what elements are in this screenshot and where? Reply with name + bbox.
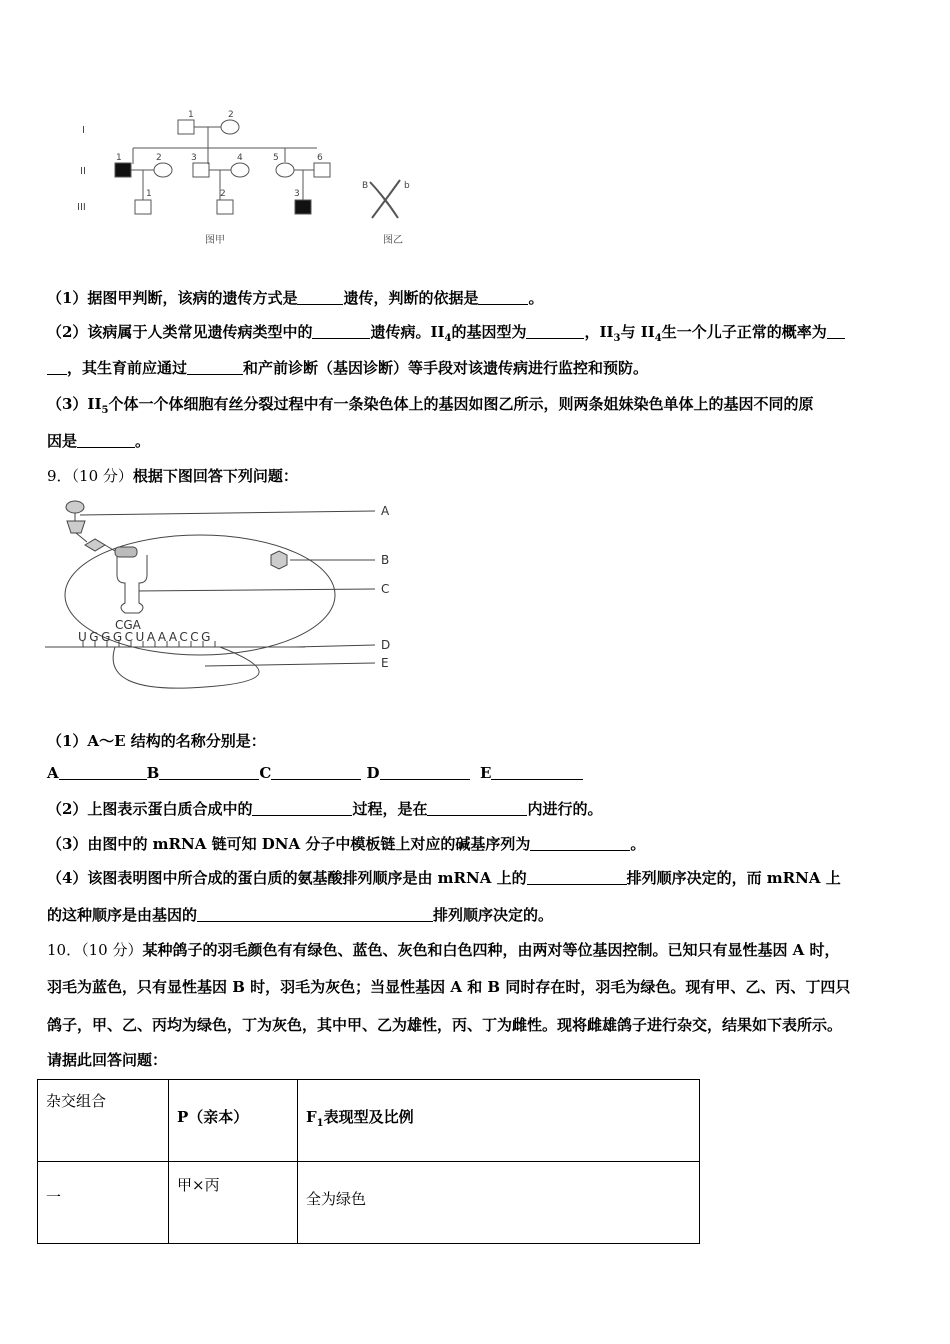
- cell-parents-1: 甲×丙: [169, 1162, 298, 1244]
- q9-part3: （3）由图中的 mRNA 链可知 DNA 分子中模板链上对应的碱基序列为 。: [47, 835, 646, 853]
- pedigree-II1-affected-male: [115, 163, 131, 177]
- q8-part3-line2: 因是 。: [47, 432, 151, 450]
- gen-label-I: I: [82, 125, 85, 136]
- pedigree-I1-male: [178, 120, 194, 134]
- caption-figure-a: 图甲: [205, 235, 225, 246]
- cross-results-table: [37, 1079, 700, 1244]
- q10-line4: 请据此回答问题：: [47, 1051, 168, 1069]
- amino-acid-1: [66, 501, 84, 513]
- figure-label-A: A: [381, 504, 390, 518]
- pedigree-II3-male: [193, 163, 209, 177]
- label-I1: 1: [188, 110, 194, 120]
- translation-figure: [45, 495, 405, 695]
- label-II4: 4: [237, 153, 243, 163]
- allele-B-label: B: [362, 181, 369, 191]
- free-amino-acid-icon: [271, 551, 287, 569]
- gen-label-III: III: [77, 202, 86, 213]
- q10-line1: 10．（10 分）某种鸽子的羽毛颜色有有绿色、蓝色、灰色和白色四种，由两对等位基因控制。已知只有显性基因 A 时，: [47, 941, 840, 959]
- anticodon-label: CGA: [115, 618, 141, 632]
- caption-figure-b: 图乙: [383, 235, 403, 246]
- mrna-sequence: UGGGCUAAACCG: [78, 630, 213, 644]
- pedigree-I2-female: [221, 120, 239, 134]
- label-III1: 1: [146, 189, 152, 199]
- q9-part1: （1）A～E 结构的名称分别是：: [47, 732, 266, 750]
- q8-part3-line1: $(3)II_5$个体一个体细胞有丝分裂过程中有一条染色体上的基因如图乙所示，则两条姐妹染色单体上的基因不同的原: [47, 395, 814, 416]
- q9-part4-line1: （4）该图表明图中所合成的蛋白质的氨基酸排列顺序是由 mRNA 上的 排列顺序决定的，而 mRNA 上: [47, 869, 841, 887]
- gen-label-II: II: [80, 166, 86, 177]
- label-III3: 3: [294, 189, 300, 199]
- pedigree-III2-male: [217, 200, 233, 214]
- pedigree-II4-female: [231, 163, 249, 177]
- q8-part2-line1: （2）该病属于人类常见遗传病类型中的 遗传病。$II_4$的基因型为 ，$II_3$与 $II_4$生一个儿子正常的概率为: [47, 321, 845, 344]
- q8-part2-line2: ，其生育前应通过 和产前诊断（基因诊断）等手段对该遗传病进行监控和预防。: [47, 357, 648, 378]
- label-II2: 2: [156, 153, 162, 163]
- q9-title: 9．（10 分）根据下图回答下列问题：: [47, 467, 298, 485]
- q9-part4-line2: 的这种顺序是由基因的 排列顺序决定的。: [47, 906, 554, 924]
- cell-f1-1: 全为绿色: [298, 1162, 700, 1244]
- q9-part1-answers: A B C D E: [47, 764, 583, 782]
- pedigree-II5-female: [276, 163, 294, 177]
- pedigree-II2-female: [154, 163, 172, 177]
- table-row: [38, 1162, 700, 1244]
- chromosome-icon: [370, 180, 400, 218]
- label-I2: 2: [228, 110, 234, 120]
- amino-acid-3: [85, 539, 105, 551]
- label-II6: 6: [317, 153, 323, 163]
- table-header-row: [38, 1080, 700, 1162]
- label-II3: 3: [191, 153, 197, 163]
- figure-label-D: D: [381, 638, 391, 652]
- label-III2: 2: [220, 189, 226, 199]
- figure-label-C: C: [381, 582, 390, 596]
- amino-acid-2: [67, 521, 85, 533]
- pedigree-figure: [60, 100, 440, 260]
- pedigree-III1-male: [135, 200, 151, 214]
- header-cross-group: 杂交组合: [38, 1080, 169, 1162]
- figure-label-B: B: [381, 553, 390, 567]
- header-f1: $F_1$表现型及比例: [298, 1080, 700, 1162]
- trna: [117, 555, 147, 613]
- label-II1: 1: [116, 153, 122, 163]
- amino-acid-4: [115, 547, 137, 557]
- label-II5: 5: [273, 153, 279, 163]
- pedigree-III3-affected-male: [295, 200, 311, 214]
- allele-b-label: b: [404, 181, 410, 191]
- header-parents: P（亲本）: [169, 1080, 298, 1162]
- q10-line3: 鸽子，甲、乙、丙均为绿色，丁为灰色，其中甲、乙为雄性，丙、丁为雌性。现将雌雄鸽子进行杂交，结果如下表所示。: [47, 1016, 843, 1034]
- figure-label-E: E: [381, 656, 389, 670]
- q10-line2: 羽毛为蓝色，只有显性基因 B 时，羽毛为灰色；当显性基因 A 和 B 同时存在时，羽毛为绿色。现有甲、乙、丙、丁四只: [47, 978, 851, 996]
- q8-part1: （1）据图甲判断，该病的遗传方式是 遗传，判断的依据是 。: [47, 289, 544, 307]
- pedigree-II6-male: [314, 163, 330, 177]
- q9-part2: （2）上图表示蛋白质合成中的 过程，是在 内进行的。: [47, 800, 603, 818]
- cell-group-1: 一: [38, 1162, 169, 1244]
